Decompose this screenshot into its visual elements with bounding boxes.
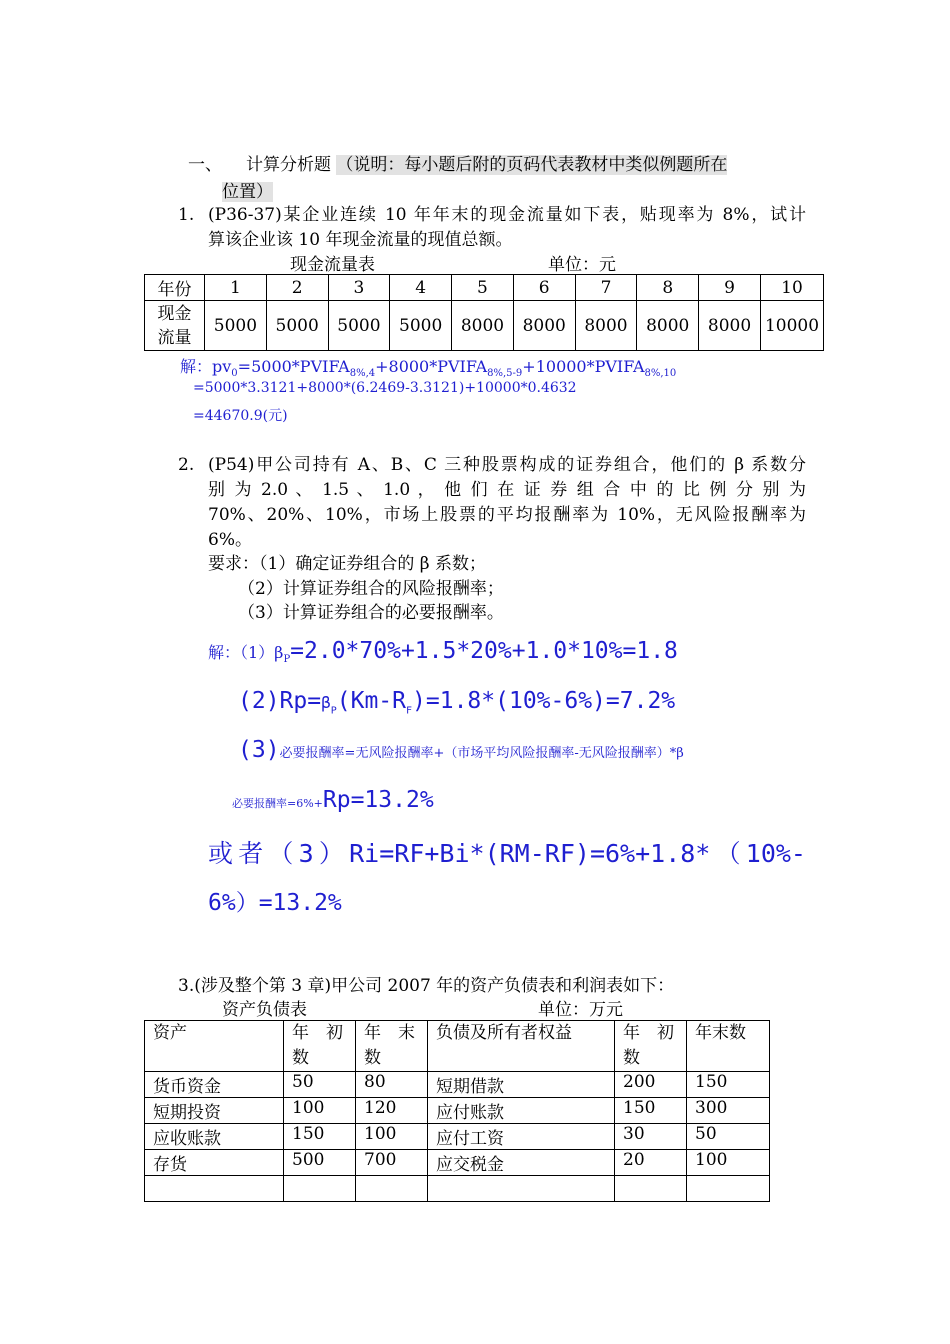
table-cell: 短期借款 <box>428 1072 615 1098</box>
table-cell: 120 <box>356 1098 428 1124</box>
table-cell: 50 <box>284 1072 356 1098</box>
q2-text-line3: 70%、20%、10%，市场上股票的平均报酬率为 10%，无风险报酬率为 <box>208 505 806 525</box>
q2-number: 2. <box>178 455 195 475</box>
q3-text: 3.(涉及整个第 3 章)甲公司 2007 年的资产负债表和利润表如下： <box>178 976 675 996</box>
table-cell <box>615 1176 687 1202</box>
q1-number: 1. <box>178 205 195 225</box>
q2-solution-line1: 解：$(1)\beta_P=2.0*70\%+1.5*20\%+1.0*10\%=1.8$ <box>208 638 678 666</box>
table-cell: 存货 <box>145 1150 284 1176</box>
q1-table-title: 现金流量表 <box>290 255 375 275</box>
table-header-cell: 年末数 <box>687 1021 770 1072</box>
table-cell: 150 <box>687 1072 770 1098</box>
table-header-cell: 资产 <box>145 1021 284 1072</box>
table-cell: 8000 <box>513 301 575 351</box>
table-cell: 10000 <box>761 301 824 351</box>
q2-requirement-3: （3）计算证券组合的必要报酬率。 <box>238 603 504 623</box>
table-cell: 10 <box>761 275 824 301</box>
q1-text-line2: 算该企业该 10 年现金流量的现值总额。 <box>208 230 513 250</box>
table-cell: 2 <box>266 275 328 301</box>
table-cell: 7 <box>575 275 637 301</box>
table-cell: 200 <box>615 1072 687 1098</box>
q2-requirement-2: （2）计算证券组合的风险报酬率； <box>238 579 504 599</box>
table-header-cell: 负债及所有者权益 <box>428 1021 615 1072</box>
table-cell: 5 <box>452 275 514 301</box>
table-cell: 30 <box>615 1124 687 1150</box>
table-row <box>145 1098 770 1124</box>
table-cell: 应付工资 <box>428 1124 615 1150</box>
table-cell: 短期投资 <box>145 1098 284 1124</box>
balance-sheet-table <box>144 1020 770 1202</box>
q1-table-unit: 单位：元 <box>548 255 616 275</box>
table-cell: 5000 <box>328 301 390 351</box>
table-row <box>145 1072 770 1098</box>
q2-text-line4: 6%。 <box>208 530 252 550</box>
table-cell: 3 <box>328 275 390 301</box>
q2-alt-line1: 或者（3）Ri=RF+Bi*(RM-RF)=6%+1.8*（10%- <box>208 839 806 868</box>
table-cell: 4 <box>390 275 452 301</box>
q2-text-line1: (P54)甲公司持有 A、B、C 三种股票构成的证券组合，他们的 β 系数分 <box>208 455 806 475</box>
table-cell: 8000 <box>637 301 699 351</box>
table-cell: 100 <box>284 1098 356 1124</box>
table-cell: 6 <box>513 275 575 301</box>
table-row <box>145 1021 770 1072</box>
table-cell: 应收账款 <box>145 1124 284 1150</box>
table-row <box>145 301 824 351</box>
table-header-cell: 年 末 数 <box>356 1021 428 1072</box>
table-cell <box>284 1176 356 1202</box>
table-row <box>145 1124 770 1150</box>
q3-table-unit: 单位：万元 <box>538 1000 623 1020</box>
q2-solution-line2: $(2)Rp=\beta_P(Km-R_F)=1.8*(10\%-6\%)=7.2\%$ <box>238 688 676 717</box>
q2-solution-line3: (3)必要报酬率=无风险报酬率+（市场平均风险报酬率-无风险报酬率）*β <box>238 737 684 763</box>
q1-solution-line2: =5000*3.3121+8000*(6.2469-3.3121)+10000*0.4632 <box>193 380 577 396</box>
table-cell <box>428 1176 615 1202</box>
table-cell: 5000 <box>266 301 328 351</box>
section-title: 计算分析题 <box>246 155 331 175</box>
table-cell: 年份 <box>145 275 205 301</box>
table-cell: 1 <box>205 275 267 301</box>
q1-solution-line3: =44670.9(元) <box>193 408 288 424</box>
table-cell: 8000 <box>575 301 637 351</box>
table-cell: 5000 <box>205 301 267 351</box>
table-cell: 300 <box>687 1098 770 1124</box>
table-cell: 50 <box>687 1124 770 1150</box>
table-row <box>145 1176 770 1202</box>
table-cell: 现金 流量 <box>145 301 205 351</box>
table-row <box>145 1150 770 1176</box>
table-cell: 150 <box>615 1098 687 1124</box>
section-number: 一、 <box>188 155 222 175</box>
table-cell: 应交税金 <box>428 1150 615 1176</box>
q1-solution-line1: 解：$pv_0=5000*PVIFA_{8\%,4}+8000*PVIFA_{8\%,5-9}+10000*PVIFA_{8\%,10}$ <box>180 357 677 380</box>
table-cell: 100 <box>356 1124 428 1150</box>
q2-alt-line2: 6%）=13.2% <box>208 890 342 916</box>
table-cell: 8000 <box>452 301 514 351</box>
table-cell: 700 <box>356 1150 428 1176</box>
table-cell: 80 <box>356 1072 428 1098</box>
cashflow-table <box>144 274 824 351</box>
table-row <box>145 275 824 301</box>
q2-solution-line4: 必要报酬率=6%+Rp=13.2% <box>232 787 434 813</box>
table-cell: 8000 <box>699 301 761 351</box>
q2-text-line2: 别 为 2.0 、 1.5 、 1.0 ， 他 们 在 证 券 组 合 中 的 比 例 分 别 为 <box>208 480 806 500</box>
table-cell: 8 <box>637 275 699 301</box>
section-note-cont: 位置） <box>222 182 273 202</box>
table-cell: 9 <box>699 275 761 301</box>
q3-table-title: 资产负债表 <box>222 1000 307 1020</box>
table-cell <box>687 1176 770 1202</box>
table-cell: 5000 <box>390 301 452 351</box>
table-cell: 20 <box>615 1150 687 1176</box>
table-cell: 货币资金 <box>145 1072 284 1098</box>
table-cell <box>145 1176 284 1202</box>
table-header-cell: 年 初 数 <box>615 1021 687 1072</box>
q2-requirement-1: 要求：（1）确定证券组合的 β 系数； <box>208 554 486 574</box>
table-cell: 150 <box>284 1124 356 1150</box>
table-cell: 应付账款 <box>428 1098 615 1124</box>
table-cell <box>356 1176 428 1202</box>
section-note: （说明：每小题后附的页码代表教材中类似例题所在 <box>336 155 728 175</box>
section-heading <box>188 150 727 175</box>
table-cell: 100 <box>687 1150 770 1176</box>
table-header-cell: 年 初 数 <box>284 1021 356 1072</box>
table-cell: 500 <box>284 1150 356 1176</box>
q1-text-line1: (P36-37)某企业连续 10 年年末的现金流量如下表，贴现率为 8%，试计 <box>208 205 806 225</box>
